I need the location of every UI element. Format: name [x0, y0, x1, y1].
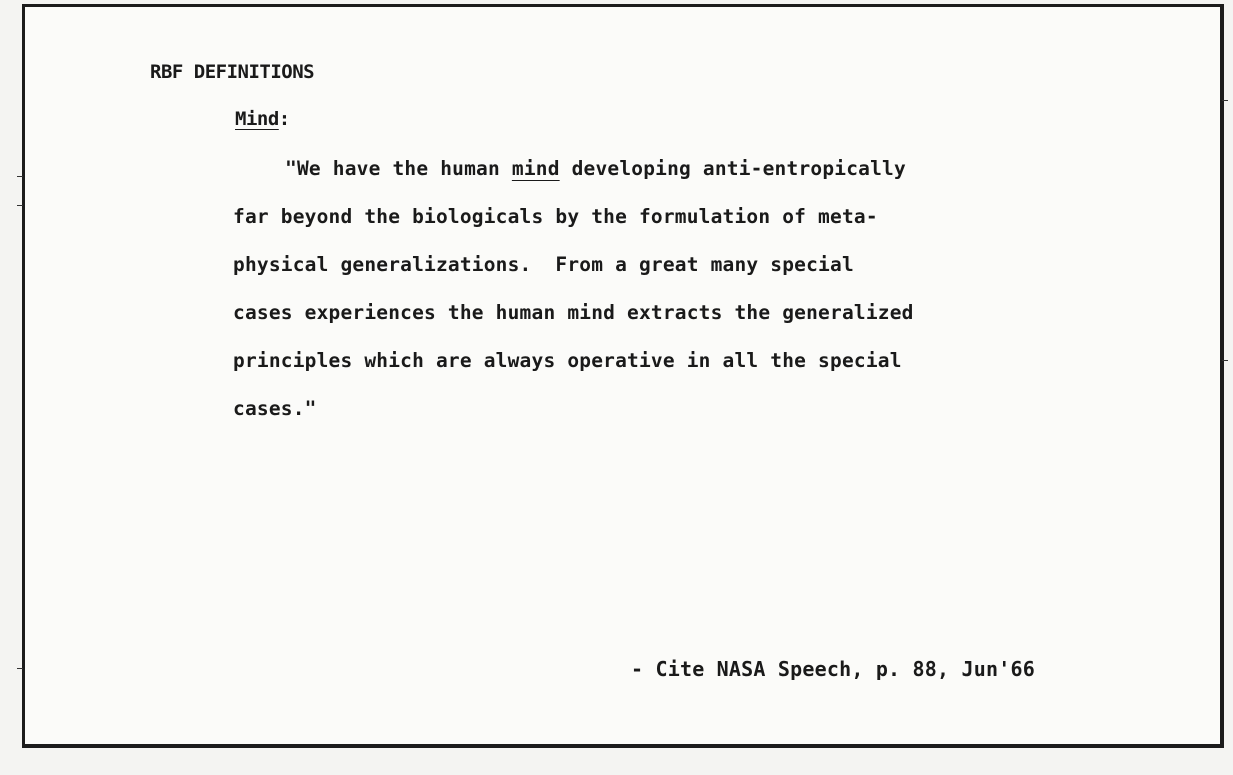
- quote-emphasis-mind: mind: [511, 157, 560, 180]
- card-heading: RBF DEFINITIONS: [150, 61, 315, 83]
- quote-line-1-end: developing anti-entropically: [559, 157, 906, 180]
- left-edge-tick: [17, 205, 23, 206]
- term-label: [235, 108, 290, 130]
- quote-line-1: [285, 157, 906, 180]
- citation: - Cite NASA Speech, p. 88, Jun'66: [631, 657, 1035, 681]
- quote-line-3: physical generalizations. From a great many special: [233, 253, 854, 276]
- quote-line-1-start: "We have the human: [285, 157, 512, 180]
- quote-line-2: far beyond the biologicals by the formulation of meta-: [233, 205, 878, 228]
- term-word: Mind: [235, 108, 279, 130]
- left-edge-tick: [17, 176, 23, 177]
- left-edge-tick: [17, 668, 23, 669]
- right-edge-tick: [1222, 360, 1228, 361]
- right-edge-tick: [1222, 100, 1228, 101]
- quote-line-5: principles which are always operative in all the special: [233, 349, 902, 372]
- term-colon: :: [278, 108, 290, 130]
- quote-line-4: cases experiences the human mind extracts the generalized: [233, 301, 914, 324]
- quote-line-6: cases.": [233, 397, 317, 420]
- definition-card: [22, 4, 1224, 748]
